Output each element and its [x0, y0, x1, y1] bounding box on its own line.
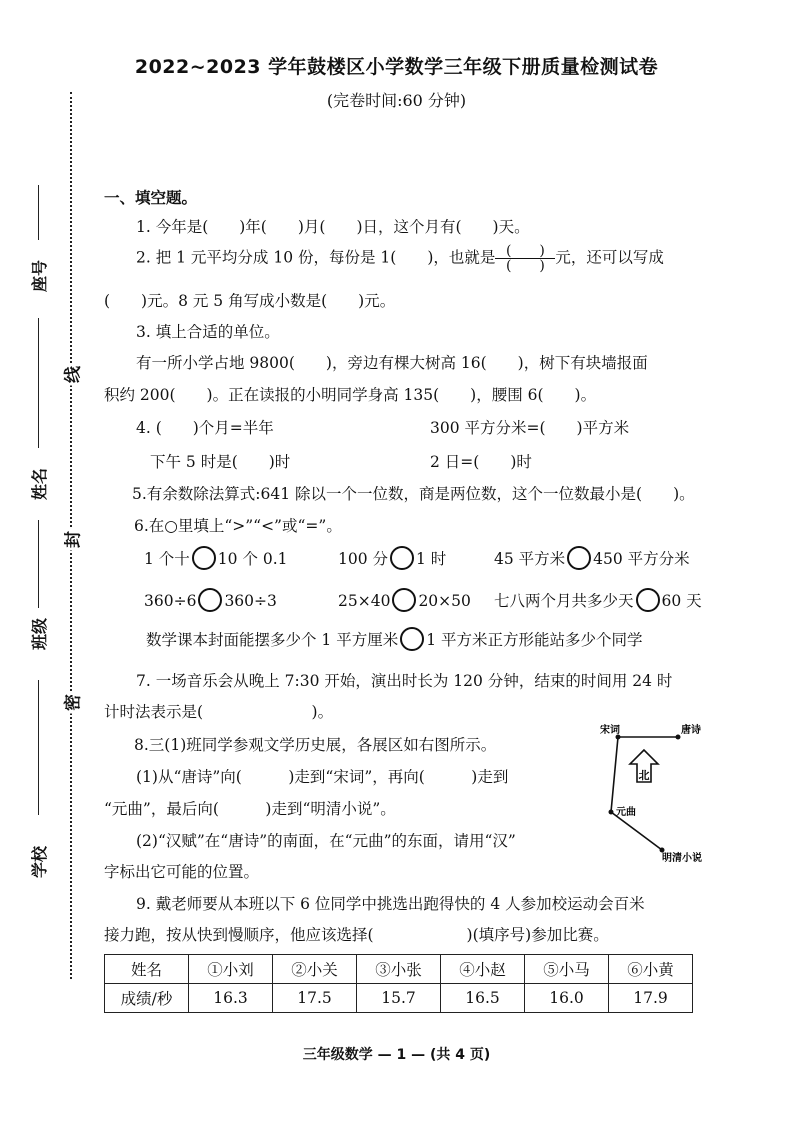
question-9-line1: 9. 戴老师要从本班以下 6 位同学中挑选出跑得快的 4 人参加校运动会百米: [136, 895, 645, 913]
question-4-c: 下午 5 时是( )时: [150, 453, 291, 471]
question-8-2-line1: (2)“汉赋”在“唐诗”的南面，在“元曲”的东面，请用“汉”: [136, 832, 516, 850]
table-row: [105, 984, 693, 1013]
seal-char-seal: 封: [59, 529, 84, 551]
question-2-line2: ( )元。8 元 5 角写成小数是( )元。: [104, 292, 396, 310]
table-cell: 16.0: [525, 984, 609, 1013]
compare-left: 七八两个月共多少天: [494, 592, 634, 610]
table-cell: 16.5: [441, 984, 525, 1013]
table-header-cell: ④小赵: [441, 955, 525, 984]
seat-number-blank[interactable]: [38, 185, 39, 240]
compare-circle[interactable]: [392, 588, 416, 612]
question-4-b: 300 平方分米=( )平方米: [430, 419, 630, 437]
map-label-mingqing: 明清小说: [662, 853, 702, 864]
question-2-part-b: 元，还可以写成: [555, 248, 664, 267]
question-7-line1: 7. 一场音乐会从晚上 7:30 开始，演出时长为 120 分钟，结束的时间用 24 时: [136, 672, 673, 690]
compare-right: 1 时: [416, 550, 447, 568]
seal-char-secret: 密: [59, 692, 84, 714]
table-cell: 17.5: [273, 984, 357, 1013]
compare-item-1: [144, 546, 288, 570]
map-label-songci: 宋词: [600, 725, 620, 736]
table-header-cell: ①小刘: [189, 955, 273, 984]
compare-item-6: [494, 588, 702, 612]
question-8-1-line1: (1)从“唐诗”向( )走到“宋词”，再向( )走到: [136, 768, 509, 786]
fraction-numerator: ( ): [495, 244, 555, 259]
map-label-yuanqu: 元曲: [616, 807, 636, 818]
page-footer: 三年级数学 — 1 — (共 4 页): [302, 1047, 491, 1063]
compare-item-2: [338, 546, 446, 570]
compare-item-7: [146, 627, 643, 651]
table-cell: 16.3: [189, 984, 273, 1013]
map-label-tangshi: 唐诗: [681, 725, 701, 736]
compare-left: 25×40: [338, 592, 391, 610]
question-4-d: 2 日=( )时: [430, 453, 532, 471]
page-title: 2022~2023 学年鼓楼区小学数学三年级下册质量检测试卷: [134, 56, 659, 78]
class-label: 班级: [30, 617, 49, 650]
compare-right: 20×50: [418, 592, 471, 610]
seat-number-label: 座号: [30, 259, 49, 292]
question-6-title: 6.在○里填上“>”“<”或“=”。: [134, 517, 342, 535]
compare-right: 60 天: [661, 592, 702, 610]
compare-circle[interactable]: [400, 627, 424, 651]
table-header-cell: ②小关: [273, 955, 357, 984]
exam-duration: (完卷时间:60 分钟): [326, 91, 467, 110]
compare-right: 360÷3: [224, 592, 277, 610]
compare-item-3: [494, 546, 690, 570]
table-row-label: 成绩/秒: [105, 984, 189, 1013]
compare-right: 10 个 0.1: [217, 550, 288, 568]
compare-circle[interactable]: [567, 546, 591, 570]
name-label: 姓名: [30, 467, 49, 500]
question-8-title: 8.三(1)班同学参观文学历史展，各展区如右图所示。: [134, 736, 497, 754]
question-1: 1. 今年是( )年( )月( )日，这个月有( )天。: [136, 218, 530, 236]
score-table: [104, 954, 693, 1013]
table-header-row: [105, 955, 693, 984]
compare-item-4: [144, 588, 277, 612]
name-blank[interactable]: [38, 318, 39, 448]
question-2-line1: [136, 244, 664, 273]
north-label: 北: [638, 769, 650, 782]
compare-right: 450 平方分米: [593, 550, 690, 568]
section-heading: 一、填空题。: [104, 189, 198, 207]
school-blank[interactable]: [38, 680, 39, 815]
question-3-title: 3. 填上合适的单位。: [136, 323, 280, 341]
question-8-2-line2: 字标出它可能的位置。: [104, 863, 260, 881]
question-8-1-line2: “元曲”，最后向( )走到“明清小说”。: [104, 800, 396, 818]
compare-left: 100 分: [338, 550, 389, 568]
fraction-blank[interactable]: [495, 244, 555, 273]
exhibition-map[interactable]: [596, 720, 726, 870]
north-arrow-icon: [630, 750, 658, 782]
compare-left: 360÷6: [144, 592, 197, 610]
question-7-line2: 计时法表示是( )。: [104, 703, 334, 721]
question-5: 5.有余数除法算式:641 除以一个一位数，商是两位数，这个一位数最小是( )。: [132, 485, 695, 503]
question-2-part-a: 2. 把 1 元平均分成 10 份，每份是 1( )，也就是: [136, 248, 496, 267]
question-3-line1: 有一所小学占地 9800( )，旁边有棵大树高 16( )，树下有块墙报面: [136, 354, 648, 372]
compare-left: 数学课本封面能摆多少个 1 平方厘米: [146, 631, 399, 649]
class-blank[interactable]: [38, 520, 39, 608]
table-cell: 15.7: [357, 984, 441, 1013]
compare-item-5: [338, 588, 471, 612]
table-cell: 17.9: [609, 984, 693, 1013]
compare-left: 45 平方米: [494, 550, 566, 568]
compare-circle[interactable]: [198, 588, 222, 612]
question-4-a: 4. ( )个月=半年: [136, 419, 274, 437]
table-header-cell: ③小张: [357, 955, 441, 984]
table-header-cell: 姓名: [105, 955, 189, 984]
compare-circle[interactable]: [636, 588, 660, 612]
compare-circle[interactable]: [390, 546, 414, 570]
compare-circle[interactable]: [192, 546, 216, 570]
fraction-denominator: ( ): [505, 258, 545, 274]
seal-char-line: 线: [59, 364, 84, 386]
compare-right: 1 平方米正方形能站多少个同学: [426, 631, 643, 649]
school-label: 学校: [30, 845, 49, 878]
table-header-cell: ⑤小马: [525, 955, 609, 984]
question-9-line2: 接力跑，按从快到慢顺序，他应该选择( )(填序号)参加比赛。: [104, 926, 609, 944]
table-header-cell: ⑥小黄: [609, 955, 693, 984]
question-3-line2: 积约 200( )。正在读报的小明同学身高 135( )，腰围 6( )。: [104, 386, 597, 404]
compare-left: 1 个十: [144, 550, 190, 568]
